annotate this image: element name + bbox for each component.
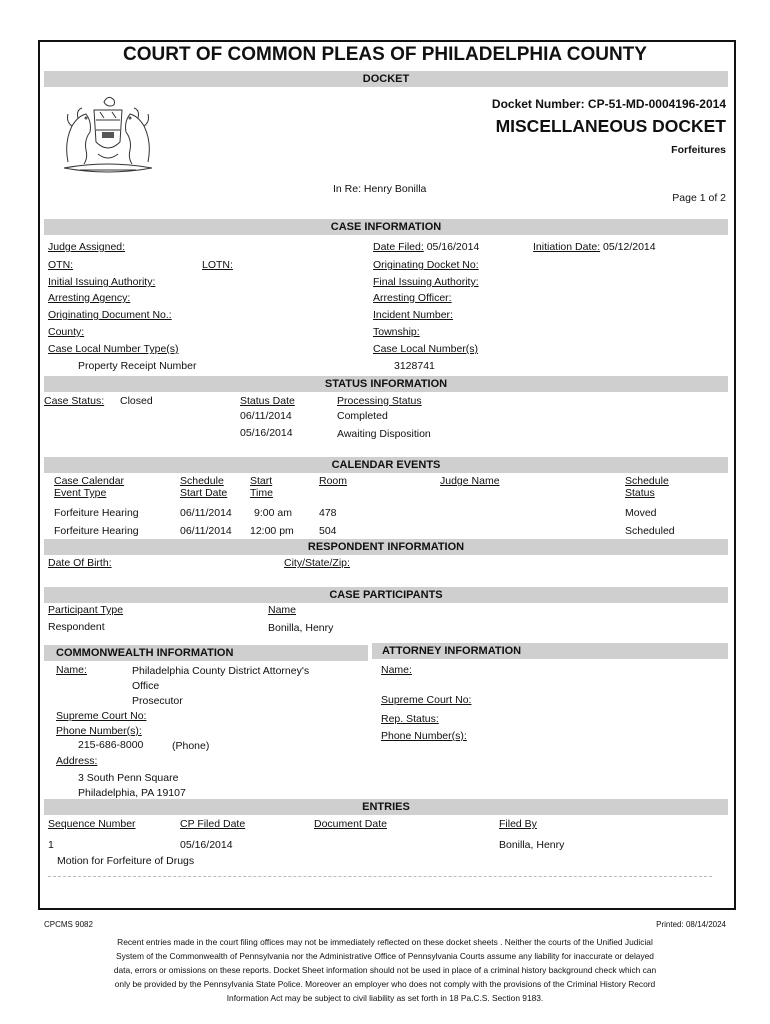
initiation-date: Initiation Date: 05/12/2014 xyxy=(533,241,656,253)
calendar-row-time: 12:00 pm xyxy=(250,525,294,537)
cw-address-label: Address: xyxy=(56,755,98,767)
case-local-numbers-label: Case Local Number(s) xyxy=(373,343,479,355)
case-status-label: Case Status: xyxy=(44,395,105,407)
col-schedule-date: Schedule Start Date xyxy=(180,475,228,499)
participant-type: Respondent xyxy=(48,621,105,633)
date-filed: Date Filed: 05/16/2014 xyxy=(373,241,480,253)
calendar-row-type: Forfeiture Hearing xyxy=(54,507,139,519)
cw-address: 3 South Penn Square Philadelphia, PA 19107 xyxy=(78,772,186,799)
docket-subtype: Forfeitures xyxy=(671,144,726,156)
county-label: County: xyxy=(48,326,85,338)
col-sequence: Sequence Number xyxy=(48,818,136,830)
page-info: Page 1 of 2 xyxy=(672,192,726,204)
lotn-label: LOTN: xyxy=(202,259,233,271)
judge-assigned-label: Judge Assigned: xyxy=(48,241,126,253)
status-row-date: 05/16/2014 xyxy=(240,427,293,439)
case-local-number: 3128741 xyxy=(394,360,435,372)
form-id: CPCMS 9082 xyxy=(44,920,93,929)
participant-name: Bonilla, Henry xyxy=(268,622,334,634)
entry-seq: 1 xyxy=(48,839,54,851)
docket-type: MISCELLANEOUS DOCKET xyxy=(495,116,726,136)
entry-description: Motion for Forfeiture of Drugs xyxy=(57,855,195,867)
dob-label: Date Of Birth: xyxy=(48,557,112,569)
col-document-date: Document Date xyxy=(314,818,387,830)
col-cp-filed: CP Filed Date xyxy=(180,818,246,830)
col-filed-by: Filed By xyxy=(499,818,537,830)
cw-name: Philadelphia County District Attorney's Office Prosecutor xyxy=(132,665,310,707)
calendar-row-room: 478 xyxy=(319,507,337,519)
final-issuing-label: Final Issuing Authority: xyxy=(373,276,479,288)
calendar-row-date: 06/11/2014 xyxy=(180,507,232,519)
atty-rep-status-label: Rep. Status: xyxy=(381,713,439,725)
arresting-agency-label: Arresting Agency: xyxy=(48,292,131,304)
printed-date: Printed: 08/14/2024 xyxy=(656,920,726,929)
atty-supreme-label: Supreme Court No: xyxy=(381,694,472,706)
case-local-type-label: Case Local Number Type(s) xyxy=(48,343,179,355)
status-row-status: Awaiting Disposition xyxy=(337,428,431,440)
pennsylvania-seal-icon xyxy=(58,92,158,177)
case-status: Closed xyxy=(120,395,153,407)
col-room: Room xyxy=(319,475,348,487)
dashed-divider xyxy=(48,876,712,877)
disclaimer: Recent entries made in the court filing offices may not be immediately reflected on these docket sheets . Neither the courts of the Unified Judicial System of the Commonwealth of Pennsylvania nor the Administrative Office of Pennsylvania Courts assume any liability for inaccurate or delayed data, errors or omissions on these reports. Docket Sheet information should not be used in place of a criminal history background check which can only be provided by the Pennsylvania State Police. Moreover an employer who does not comply with the provisions of the Criminal History Record Information Act may be subject to civil liability as set forth in 18 Pa.C.S. Section 9183. xyxy=(113,937,657,1003)
calendar-row-type: Forfeiture Hearing xyxy=(54,525,139,537)
originating-docket-label: Originating Docket No: xyxy=(373,259,479,271)
docket-bar: DOCKET xyxy=(44,71,728,87)
col-judge: Judge Name xyxy=(440,475,500,487)
status-date-label: Status Date xyxy=(240,395,295,407)
processing-status-label: Processing Status xyxy=(337,395,422,407)
cw-phone-label: Phone Number(s): xyxy=(56,725,142,737)
township-label: Township: xyxy=(373,326,420,338)
calendar-row-date: 06/11/2014 xyxy=(180,525,232,537)
atty-name-label: Name: xyxy=(381,664,412,676)
calendar-row-status: Moved xyxy=(625,507,657,519)
cw-phone-type: (Phone) xyxy=(172,740,210,752)
court-title: COURT OF COMMON PLEAS OF PHILADELPHIA COUNTY xyxy=(123,44,647,65)
cw-phone: 215-686-8000 xyxy=(78,739,144,751)
col-schedule-status: Schedule Status xyxy=(625,475,669,499)
entries-bar: ENTRIES xyxy=(44,799,728,815)
calendar-row-time: 9:00 am xyxy=(254,507,292,519)
calendar-row-status: Scheduled xyxy=(625,525,675,537)
commonwealth-bar: COMMONWEALTH INFORMATION xyxy=(44,645,368,661)
status-row-status: Completed xyxy=(337,410,388,422)
status-row-date: 06/11/2014 xyxy=(240,410,292,422)
status-info-bar: STATUS INFORMATION xyxy=(44,376,728,392)
arresting-officer-label: Arresting Officer: xyxy=(373,292,452,304)
in-re: In Re: Henry Bonilla xyxy=(333,183,427,195)
docket-number: Docket Number: CP-51-MD-0004196-2014 xyxy=(491,97,726,111)
entry-cp-date: 05/16/2014 xyxy=(180,839,233,851)
calendar-row-room: 504 xyxy=(319,525,337,537)
col-event-type: Case Calendar Event Type xyxy=(54,475,125,499)
case-local-type: Property Receipt Number xyxy=(78,360,197,372)
incident-number-label: Incident Number: xyxy=(373,309,453,321)
cw-supreme-label: Supreme Court No: xyxy=(56,710,147,722)
originating-document-label: Originating Document No.: xyxy=(48,309,172,321)
otn-label: OTN: xyxy=(48,259,74,271)
participants-bar: CASE PARTICIPANTS xyxy=(44,587,728,603)
respondent-bar: RESPONDENT INFORMATION xyxy=(44,539,728,555)
attorney-bar: ATTORNEY INFORMATION xyxy=(372,643,728,659)
initial-issuing-label: Initial Issuing Authority: xyxy=(48,276,156,288)
entry-filed-by: Bonilla, Henry xyxy=(499,839,565,851)
participant-type-label: Participant Type xyxy=(48,604,124,616)
calendar-bar: CALENDAR EVENTS xyxy=(44,457,728,473)
atty-phone-label: Phone Number(s): xyxy=(381,730,467,742)
city-state-zip-label: City/State/Zip: xyxy=(284,557,350,569)
participant-name-label: Name xyxy=(268,604,297,616)
col-start-time: Start Time xyxy=(250,475,273,499)
case-info-bar: CASE INFORMATION xyxy=(44,219,728,235)
cw-name-label: Name: xyxy=(56,664,87,676)
